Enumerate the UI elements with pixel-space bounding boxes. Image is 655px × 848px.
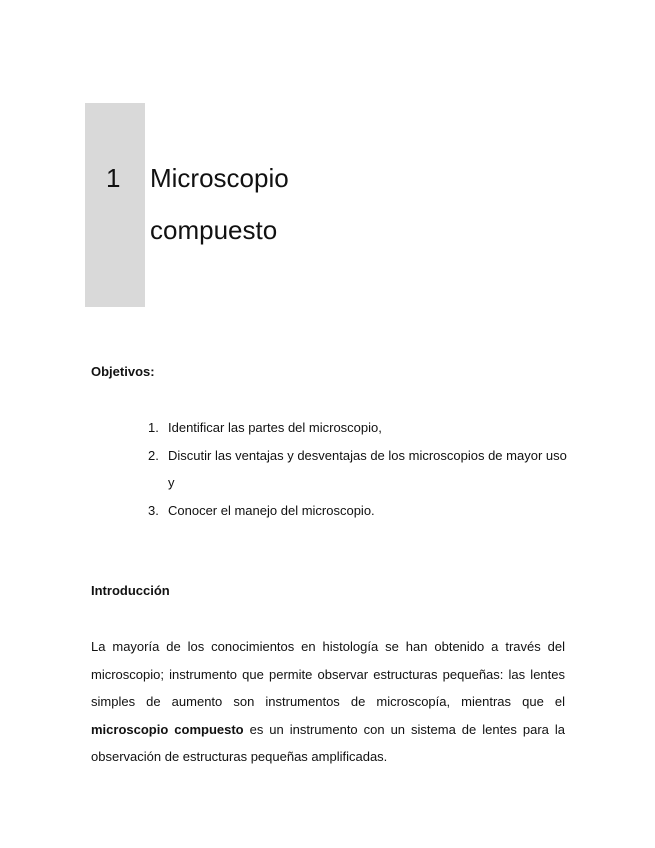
list-item-number: 3.: [148, 502, 159, 518]
list-item-number: 1.: [148, 420, 159, 435]
chapter-number-bar: [85, 103, 145, 307]
chapter-number: 1: [106, 163, 121, 193]
objectives-list: [148, 414, 568, 524]
list-item-number: 2.: [148, 447, 159, 463]
list-item-text: Identificar las partes del microscopio,: [168, 420, 382, 435]
objectives-heading: Objetivos:: [91, 364, 155, 379]
chapter-title-line-1: Microscopio: [150, 163, 289, 193]
introduction-text-part-2: es un instrumento con un sistema de lentes para la observación de estructuras pequeñas amplificadas.: [91, 721, 565, 764]
chapter-title: [150, 152, 289, 256]
introduction-paragraph: [91, 633, 565, 771]
list-item: [148, 497, 568, 525]
introduction-text-part-1: La mayoría de los conocimientos en histología se han obtenido a través del microscopio; instrumento que permite observar estructuras pequeñas: las lentes simples de aumento son instrumentos de microscopía, mientras que el: [91, 639, 565, 709]
chapter-title-line-2: compuesto: [150, 215, 278, 245]
list-item-text: Discutir las ventajas y desventajas de los microscopios de mayor uso y: [168, 447, 567, 490]
list-item: [148, 442, 568, 497]
list-item: [148, 414, 568, 442]
list-item-text: Conocer el manejo del microscopio.: [168, 502, 375, 518]
introduction-bold-term: microscopio compuesto: [91, 721, 244, 737]
introduction-heading: Introducción: [91, 583, 170, 598]
